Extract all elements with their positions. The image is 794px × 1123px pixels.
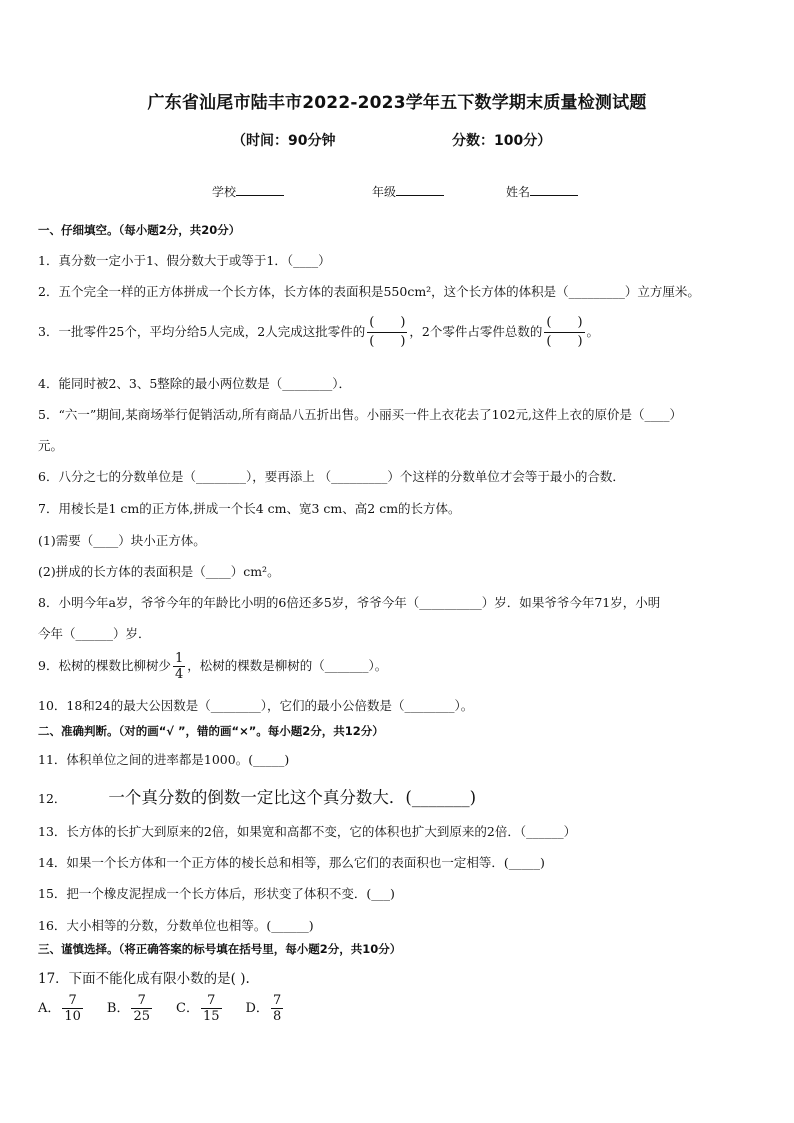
option-label: C． [176,1001,199,1016]
school-field [212,183,284,200]
question-3-text-c: 。 [586,324,600,339]
fraction-denominator-blank: ( ) [546,334,583,349]
question-7: 7．用棱长是1 cm的正方体,拼成一个长4 cm、宽3 cm、高2 cm的长方体。 [38,501,461,516]
section-2-heading: 二、准确判断。（对的画“√ ”，错的画“×”。每小题2分，共12分） [38,724,384,738]
fraction-denominator-blank: ( ) [369,334,406,349]
question-11: 11．体积单位之间的进率都是1000。(_____) [38,752,290,767]
question-12-text: 一个真分数的倒数一定比这个真分数大．(_______) [108,788,477,807]
question-15: 15．把一个橡皮泥捏成一个长方体后，形状变了体积不变．(___) [38,886,395,901]
question-3-text-a: 3．一批零件25个，平均分给5人完成，2人完成这批零件的 [38,324,366,339]
question-7-part-1: (1)需要（____）块小正方体。 [38,533,206,548]
question-4: 4．能同时被2、3、5整除的最小两位数是（________）． [38,376,352,391]
fraction-numerator: 7 [62,993,83,1009]
question-6: 6．八分之七的分数单位是（________），要再添上 （_________）个这样的分数单位才会等于最小的合数． [38,469,625,484]
question-12 [38,784,476,808]
option-fraction [131,993,152,1024]
answer-fraction-blank [544,314,584,351]
question-9-text-b: ，松树的棵数是柳树的（_______）。 [187,658,388,673]
fraction-numerator: 7 [272,993,282,1008]
page-title: 广东省汕尾市陆丰市2022-2023学年五下数学期末质量检测试题 [147,93,647,113]
question-17-options [38,993,303,1024]
grade-field [372,183,444,200]
question-13: 13．长方体的长扩大到原来的2倍，如果宽和高都不变，它的体积也扩大到原来的2倍．（______） [38,824,577,839]
name-label: 姓名 [506,185,531,199]
option-label: D． [245,1001,269,1016]
question-5-continued: 元。 [38,438,64,453]
question-3 [38,314,599,351]
question-3-text-b: ，2个零件占零件总数的 [409,324,543,339]
fraction-numerator-blank: ( ) [544,314,584,333]
fraction-denominator: 8 [272,1009,282,1024]
fraction-numerator: 1 [174,651,184,666]
question-8-continued: 今年（______）岁． [38,626,151,641]
fraction-one-quarter [173,651,185,682]
fraction-denominator: 15 [202,1009,220,1024]
time-label: （时间：90分钟 [232,133,336,149]
option-fraction [201,993,222,1024]
question-10: 10．18和24的最大公因数是（________），它们的最小公倍数是（________）。 [38,698,474,713]
grade-blank [396,183,444,196]
question-17: 17．下面不能化成有限小数的是( ). [38,971,250,987]
option-a [38,993,85,1024]
fraction-denominator: 4 [174,667,184,682]
option-label: A． [38,1001,61,1016]
question-14: 14．如果一个长方体和一个正方体的棱长总和相等，那么它们的表面积也一定相等．(_____) [38,855,545,870]
section-1-heading: 一、仔细填空。（每小题2分，共20分） [38,223,241,237]
option-d [246,993,286,1024]
question-1: 1．真分数一定小于1、假分数大于或等于1．（____） [38,253,331,268]
option-b [107,993,154,1024]
section-3-heading: 三、谨慎选择。（将正确答案的标号填在括号里，每小题2分，共10分） [38,942,402,956]
option-label: B． [106,1001,130,1016]
option-c [176,993,224,1024]
fraction-denominator: 10 [64,1009,81,1024]
question-5: 5．“六一”期间,某商场举行促销活动,所有商品八五折出售。小丽买一件上衣花去了102元,这件上衣的原价是（____） [38,407,683,422]
question-16: 16．大小相等的分数，分数单位也相等。(______) [38,918,314,933]
answer-fraction-blank [367,314,407,351]
question-8: 8．小明今年a岁，爷爷今年的年龄比小明的6倍还多5岁，爷爷今年（__________）岁．如果爷爷今年71岁，小明 [38,595,661,610]
fraction-numerator: 7 [131,993,152,1009]
question-7-part-2: (2)拼成的长方体的表面积是（____）cm²。 [38,564,280,579]
question-2: 2．五个完全一样的正方体拼成一个长方体，长方体的表面积是550cm²，这个长方体的体积是（_________）立方厘米。 [38,284,700,299]
question-9-text-a: 9．松树的棵数比柳树少 [38,658,171,673]
school-label: 学校 [212,185,237,199]
grade-label: 年级 [372,185,397,199]
score-label: 分数：100分） [452,133,552,149]
name-blank [530,183,578,196]
option-fraction [271,993,283,1024]
fraction-numerator: 7 [201,993,222,1009]
question-12-number: 12． [38,791,67,806]
fraction-numerator-blank: ( ) [367,314,407,333]
option-fraction [62,993,83,1024]
question-9 [38,651,387,682]
school-blank [236,183,284,196]
name-field [506,183,578,200]
fraction-denominator: 25 [133,1009,151,1024]
